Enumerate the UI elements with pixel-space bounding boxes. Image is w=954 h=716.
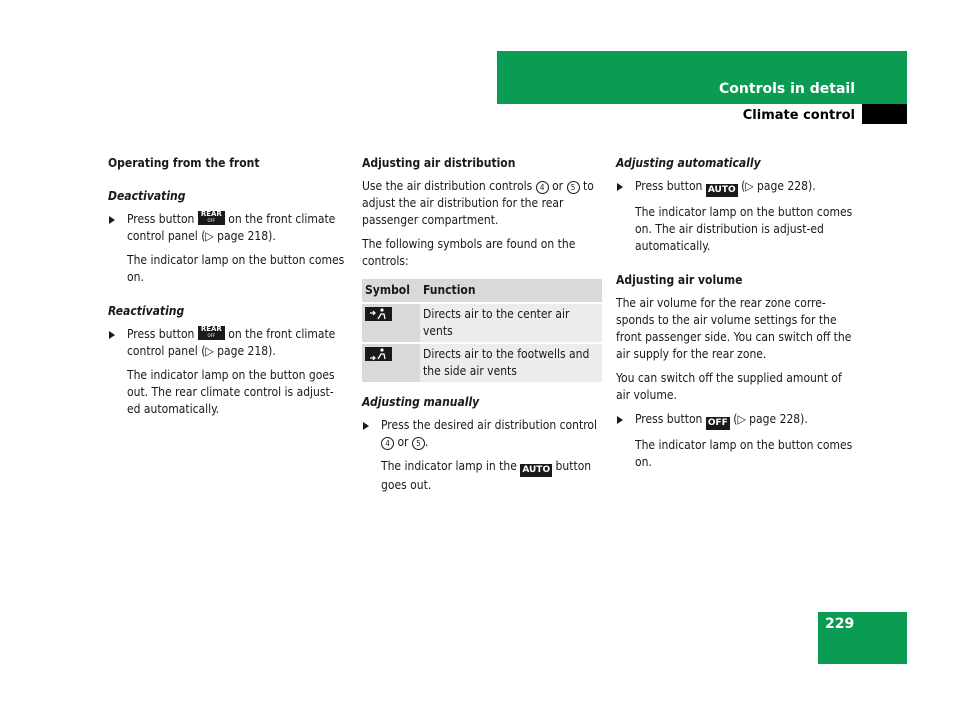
bullet-arrow-icon (617, 416, 623, 424)
bullet-arrow-icon (109, 216, 115, 224)
para-air-volume-1: The air volume for the rear zone corre-sponds to the air volume settings for the front passenger side. You can switch off the air supply for the rear zone. (616, 296, 852, 361)
note-manual: The indicator lamp in the AUTO button goes out. (381, 459, 592, 492)
heading-operating-front: Operating from the front (108, 156, 260, 170)
header-title: Controls in detail (719, 81, 855, 97)
bullet-arrow-icon (617, 183, 623, 191)
heading-air-distribution: Adjusting air distribution (362, 156, 516, 170)
table-cell-function: Directs air to the footwells and the side air vents (420, 344, 602, 382)
step-auto: Press button AUTO (▷ page 228). (616, 178, 858, 197)
column-auto-volume (616, 155, 858, 478)
control-5-marker: 5 (567, 181, 580, 194)
subheading-adjusting-automatically: Adjusting automatically (616, 156, 761, 170)
column-operating-front (108, 155, 345, 425)
step-off: Press button OFF (▷ page 228). (616, 411, 858, 430)
control-5-marker: 5 (412, 437, 425, 450)
table-row (362, 344, 602, 382)
page-number: 229 (825, 616, 855, 632)
subheading-adjusting-manually: Adjusting manually (362, 395, 480, 409)
section-tab-marker (862, 104, 907, 124)
note-deactivate: The indicator lamp on the button comes on. (127, 253, 345, 284)
control-4-marker: 4 (381, 437, 394, 450)
off-button-icon: OFF (707, 418, 728, 428)
table-row (362, 304, 602, 342)
note-reactivate: The indicator lamp on the button goes out. The rear climate control is adjust-ed automatically. (127, 368, 335, 416)
section-title: Climate control (742, 108, 855, 123)
note-auto: The indicator lamp on the button comes on. The air distribution is adjust-ed automatically. (635, 205, 853, 253)
subheading-deactivating: Deactivating (108, 189, 186, 203)
control-4-marker: 4 (536, 181, 549, 194)
section-header (700, 104, 907, 124)
subheading-reactivating: Reactivating (108, 304, 185, 318)
heading-adjusting-air-volume: Adjusting air volume (616, 273, 743, 287)
table-header-row (362, 279, 602, 302)
note-off: The indicator lamp on the button comes on. (635, 438, 853, 469)
bullet-arrow-icon (363, 422, 369, 430)
column-air-distribution (362, 155, 602, 501)
air-center-vents-icon (365, 307, 392, 321)
step-deactivate: Press button REAR OFF on the front climate control panel (▷ page 218). (108, 211, 345, 245)
table-header-symbol: Symbol (362, 279, 420, 302)
table-cell-symbol (362, 304, 420, 342)
auto-button-icon: AUTO (522, 465, 551, 475)
rear-off-button-icon: REAR OFF (198, 326, 225, 340)
table-cell-function: Directs air to the center air vents (420, 304, 602, 342)
auto-button-icon: AUTO (707, 185, 736, 195)
table-cell-symbol (362, 344, 420, 382)
page-number-box (818, 612, 907, 664)
bullet-arrow-icon (109, 331, 115, 339)
air-footwells-icon (365, 347, 392, 361)
step-manual: Press the desired air distribution control 4 or 5 . (362, 417, 602, 451)
rear-off-button-icon: REAR OFF (198, 211, 225, 225)
table-header-function: Function (420, 279, 602, 302)
symbols-intro: The following symbols are found on the controls: (362, 237, 576, 268)
symbol-table (362, 277, 602, 384)
step-reactivate: Press button REAR OFF on the front climate control panel (▷ page 218). (108, 326, 345, 360)
para-air-volume-2: You can switch off the supplied amount of air volume. (616, 371, 842, 402)
intro-air-distribution: Use the air distribution controls 4 or 5 to adjust the air distribution for the rear passenger compartment. (362, 179, 594, 227)
header-bar (497, 51, 907, 104)
